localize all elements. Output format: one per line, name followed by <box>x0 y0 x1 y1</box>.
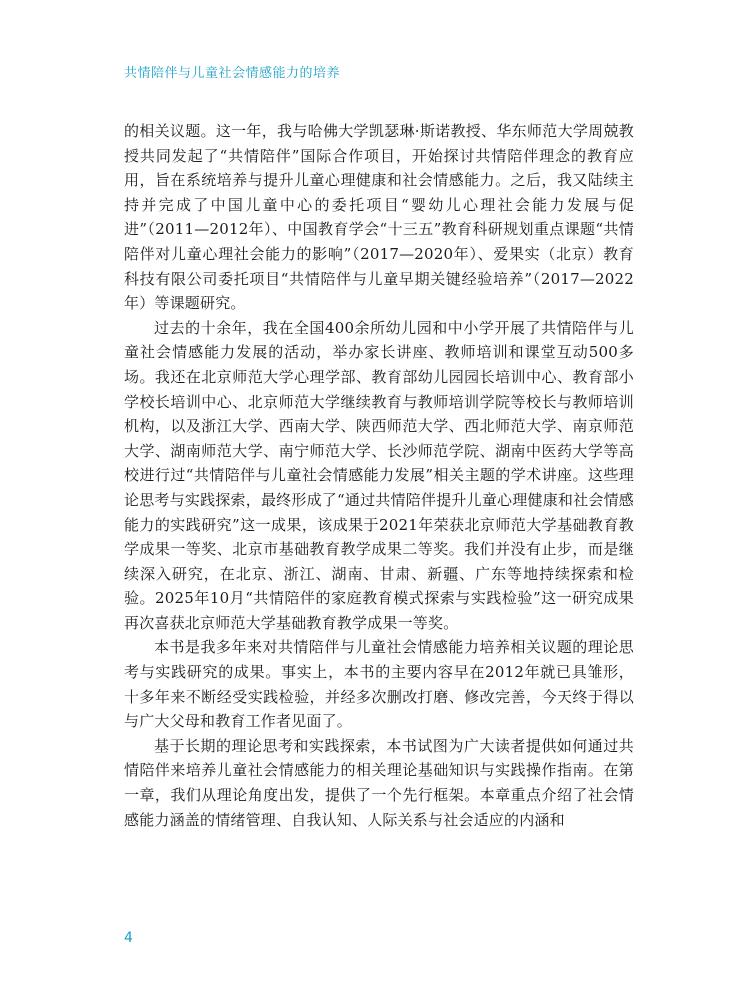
running-header: 共情陪伴与儿童社会情感能力的培养 <box>124 66 341 81</box>
page-number: 4 <box>124 930 133 946</box>
paragraph-3: 本书是我多年来对共情陪伴与儿童社会情感能力培养相关议题的理论思考与实践研究的成果。事实上，本书的主要内容早在2012年就已具雏形，十多年来不断经受实践检验，并经多次删改打磨、修改完善，今天终于得以与广大父母和教育工作者见面了。 <box>124 638 634 731</box>
paragraph-4: 基于长期的理论思考和实践探索，本书试图为广大读者提供如何通过共情陪伴来培养儿童社会情感能力的相关理论基础知识与实践操作指南。在第一章，我们从理论角度出发，提供了一个先行框架。本章重点介绍了社会情感能力涵盖的情绪管理、自我认知、人际关系与社会适应的内涵和 <box>124 736 634 829</box>
paragraph-1: 的相关议题。这一年，我与哈佛大学凯瑟琳·斯诺教授、华东师范大学周兢教授共同发起了“共情陪伴”国际合作项目，开始探讨共情陪伴理念的教育应用，旨在系统培养与提升儿童心理健康和社会情感能力。之后，我又陆续主持并完成了中国儿童中心的委托项目“婴幼儿心理社会能力发展与促进”（2011—2012年）、中国教育学会“十三五”教育科研规划重点课题“共情陪伴对儿童心理社会能力的影响”（2017—2020年）、爱果实（北京）教育科技有限公司委托项目“共情陪伴与儿童早期关键经验培养”（2017—2022年）等课题研究。 <box>124 122 634 313</box>
paragraph-2: 过去的十余年，我在全国400余所幼儿园和中小学开展了共情陪伴与儿童社会情感能力发展的活动，举办家长讲座、教师培训和课堂互动500多场。我还在北京师范大学心理学部、教育部幼儿园园长培训中心、教育部小学校长培训中心、北京师范大学继续教育与教师培训学院等校长与教师培训机构，以及浙江大学、西南大学、陕西师范大学、西北师范大学、南京师范大学、湖南师范大学、南宁师范大学、长沙师范学院、湖南中医药大学等高校进行过“共情陪伴与儿童社会情感能力发展”相关主题的学术讲座。这些理论思考与实践探索，最终形成了“通过共情陪伴提升儿童心理健康和社会情感能力的实践研究”这一成果，该成果于2021年荣获北京师范大学基础教育教学成果一等奖、北京市基础教育教学成果二等奖。我们并没有止步，而是继续深入研究，在北京、浙江、湖南、甘肃、新疆、广东等地持续探索和检验。2025年10月“共情陪伴的家庭教育模式探索与实践检验”这一研究成果再次喜获北京师范大学基础教育教学成果一等奖。 <box>124 318 634 632</box>
body-text <box>124 119 634 832</box>
